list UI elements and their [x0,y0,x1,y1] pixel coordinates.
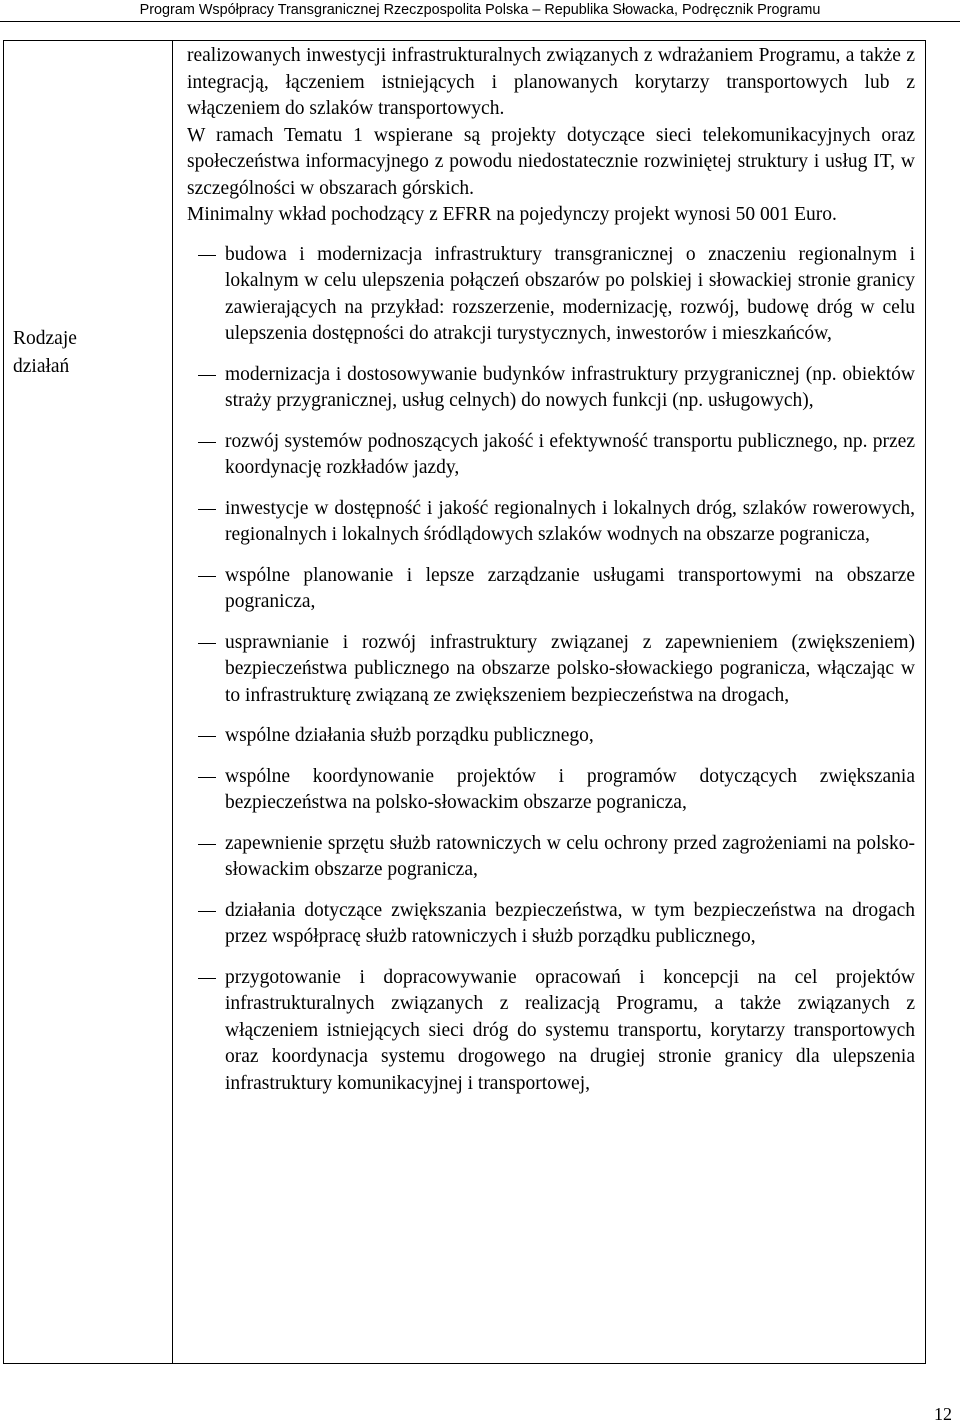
list-item-text: wspólne działania służb porządku publicznego, [225,725,594,746]
section-label-line-1: Rodzaje [13,328,77,349]
paragraph: Minimalny wkład pochodzący z EFRR na pojedynczy projekt wynosi 50 001 Euro. [187,204,837,225]
list-item-text: inwestycje w dostępność i jakość regionalnych i lokalnych dróg, szlaków rowerowych, regionalnych i lokalnych śródlądowych szlaków wodnych na obszarze pogranicza, [225,497,915,545]
dash-bullet-icon [198,844,216,845]
table-label-cell [4,41,173,1363]
list-item [187,362,915,415]
dash-bullet-icon [198,777,216,778]
paragraph: W ramach Tematu 1 wspierane są projekty dotyczące sieci telekomunikacyjnych oraz społeczeństwa informacyjnego z powodu niedostatecznie rozwiniętej struktury i usług IT, w szczególności w obszarach górskich. [187,124,915,199]
dash-bullet-icon [198,509,216,510]
list-item [187,831,915,884]
list-item [187,630,915,710]
dash-bullet-icon [198,255,216,256]
content-table [3,40,926,1364]
section-label [13,325,77,380]
list-item [187,764,915,817]
paragraph: realizowanych inwestycji infrastrukturalnych związanych z wdrażaniem Programu, a także z integracją, łączeniem istniejących i planowanych korytarzy transportowych lub z włączeniem do szlaków transportowych. [187,45,915,119]
list-item [187,965,915,1098]
list-item-text: działania dotyczące zwiększania bezpieczeństwa, w tym bezpieczeństwa na drogach przez współpracę służb ratowniczych i służb porządku publicznego, [225,899,915,947]
list-item [187,898,915,951]
running-header: Program Współpracy Transgranicznej Rzeczpospolita Polska – Republika Słowacka, Podręcznik Programu [139,2,821,18]
dash-bullet-icon [198,375,216,376]
list-item [187,429,915,482]
list-item-text: wspólne koordynowanie projektów i programów dotyczących zwiększania bezpieczeństwa na polsko-słowackim obszarze pogranicza, [225,765,915,813]
list-item-text: zapewnienie sprzętu służb ratowniczych w celu ochrony przed zagrożeniami na polsko-słowackim obszarze pogranicza, [225,832,915,880]
list-item-text: usprawnianie i rozwój infrastruktury związanej z zapewnieniem (zwiększeniem) bezpieczeństwa publicznego na obszarze polsko-słowackiego pogranicza, włączając w to infrastrukturę związaną ze zwiększeniem bezpieczeństwa na drogach, [225,631,915,706]
list-item [187,242,915,348]
table-content-cell [187,43,915,1111]
dash-bullet-icon [198,643,216,644]
list-item-text: rozwój systemów podnoszących jakość i efektywność transportu publicznego, np. przez koordynację rozkładów jazdy, [225,430,915,478]
action-list [187,242,915,1098]
dash-bullet-icon [198,911,216,912]
dash-bullet-icon [198,978,216,979]
dash-bullet-icon [198,442,216,443]
header-rule [0,21,960,22]
section-label-line-2: działań [13,355,70,377]
list-item-text: wspólne planowanie i lepsze zarządzanie usługami transportowymi na obszarze pogranicza, [225,564,915,612]
list-item-text: budowa i modernizacja infrastruktury transgranicznej o znaczeniu regionalnym i lokalnym w celu ulepszenia połączeń obszarów po polskiej i słowackiej stronie granicy zawierających na przykład: rozszerzenie, modernizację, rozwój, budowę dróg w celu ulepszenia dostępności do atrakcji turystycznych, inwestorów i mieszkańców, [225,243,915,344]
dash-bullet-icon [198,576,216,577]
list-item [187,496,915,549]
list-item-text: modernizacja i dostosowywanie budynków infrastruktury przygranicznej (np. obiektów straży przygranicznej, usług celnych) do nowych funkcji (np. usługowych), [225,363,915,411]
list-item-text: przygotowanie i dopracowywanie opracowań i koncepcji na cel projektów infrastrukturalnych związanych z realizacją Programu, a także związanych z włączeniem istniejących sieci dróg do systemu transportu, korytarzy transportowych oraz koordynacja systemu drogowego na drugiej stronie granicy dla ulepszenia infrastruktury komunikacyjnej i transportowej, [225,966,915,1094]
list-item [187,563,915,616]
dash-bullet-icon [198,736,216,737]
list-item [187,723,915,750]
page-number: 12 [934,1404,952,1424]
